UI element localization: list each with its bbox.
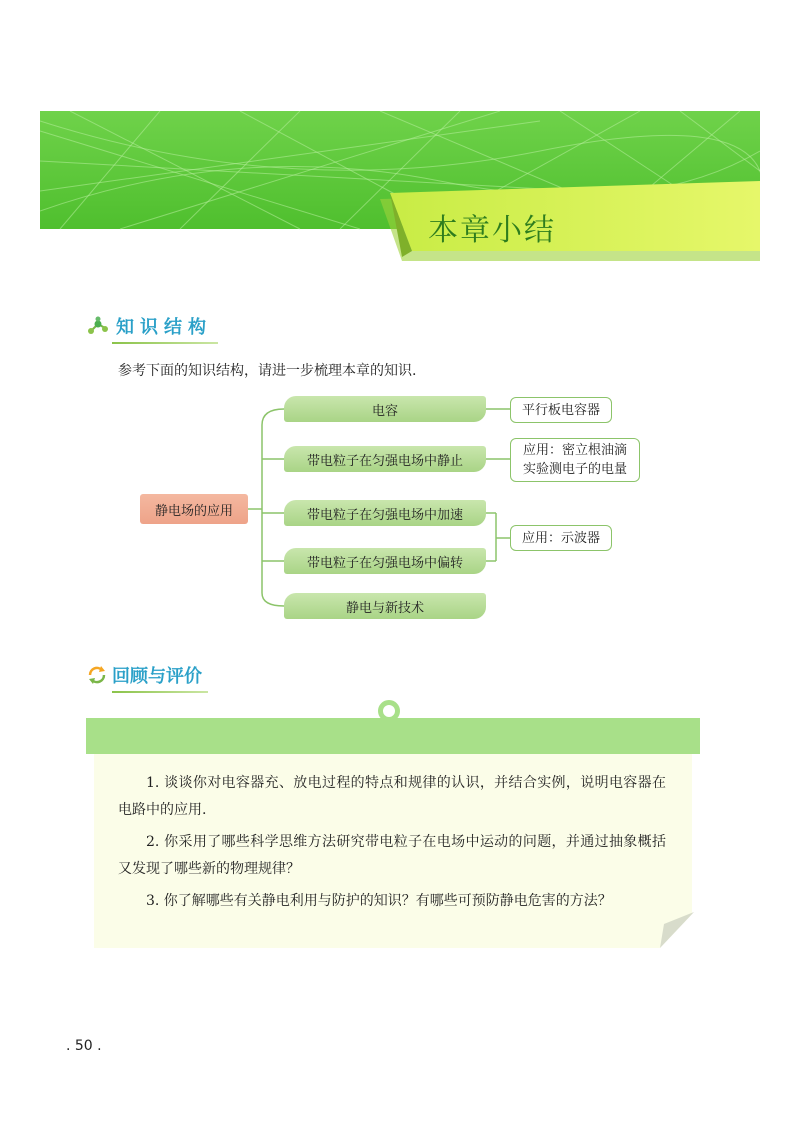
review-question-1: 1. 谈谈你对电容器充、放电过程的特点和规律的认识，并结合实例，说明电容器在电路中的应用. <box>118 775 666 818</box>
review-heading <box>86 662 202 688</box>
chapter-summary-title: 本章小结 <box>428 213 556 248</box>
review-question-2: 2. 你采用了哪些科学思维方法研究带电粒子在电场中运动的问题，并通过抽象概括又发现了哪些新的物理规律？ <box>118 834 666 877</box>
diagram-root-node: 静电场的应用 <box>140 494 248 524</box>
application-parallel-plate: 平行板电容器 <box>510 397 612 423</box>
heading-underline <box>112 691 208 693</box>
knowledge-structure-label: 知识结构 <box>116 317 212 338</box>
card-header-bar <box>86 718 700 754</box>
diagram-branch-capacitor: 电容 <box>284 396 486 422</box>
application-oscilloscope: 应用：示波器 <box>510 525 612 551</box>
chapter-banner <box>40 111 760 261</box>
diagram-branch-deflect: 带电粒子在匀强电场中偏转 <box>284 548 486 574</box>
application-millikan-line1: 应用：密立根油滴 <box>522 443 627 458</box>
diagram-branch-new-tech: 静电与新技术 <box>284 593 486 619</box>
review-questions <box>118 770 666 920</box>
heading-underline <box>112 342 218 344</box>
knowledge-structure-heading <box>86 313 212 339</box>
review-label: 回顾与评价 <box>112 666 202 687</box>
application-millikan-line2: 实验测电子的电量 <box>522 462 627 477</box>
page-number: . 50 . <box>66 1038 102 1054</box>
molecule-icon <box>86 316 110 336</box>
diagram-branch-static: 带电粒子在匀强电场中静止 <box>284 446 486 472</box>
application-millikan <box>510 438 640 482</box>
intro-text: 参考下面的知识结构，请进一步梳理本章的知识. <box>118 363 417 379</box>
cycle-arrows-icon <box>86 664 108 686</box>
diagram-branch-accelerate: 带电粒子在匀强电场中加速 <box>284 500 486 526</box>
review-question-3: 3. 你了解哪些有关静电利用与防护的知识？有哪些可预防静电危害的方法？ <box>146 893 612 909</box>
